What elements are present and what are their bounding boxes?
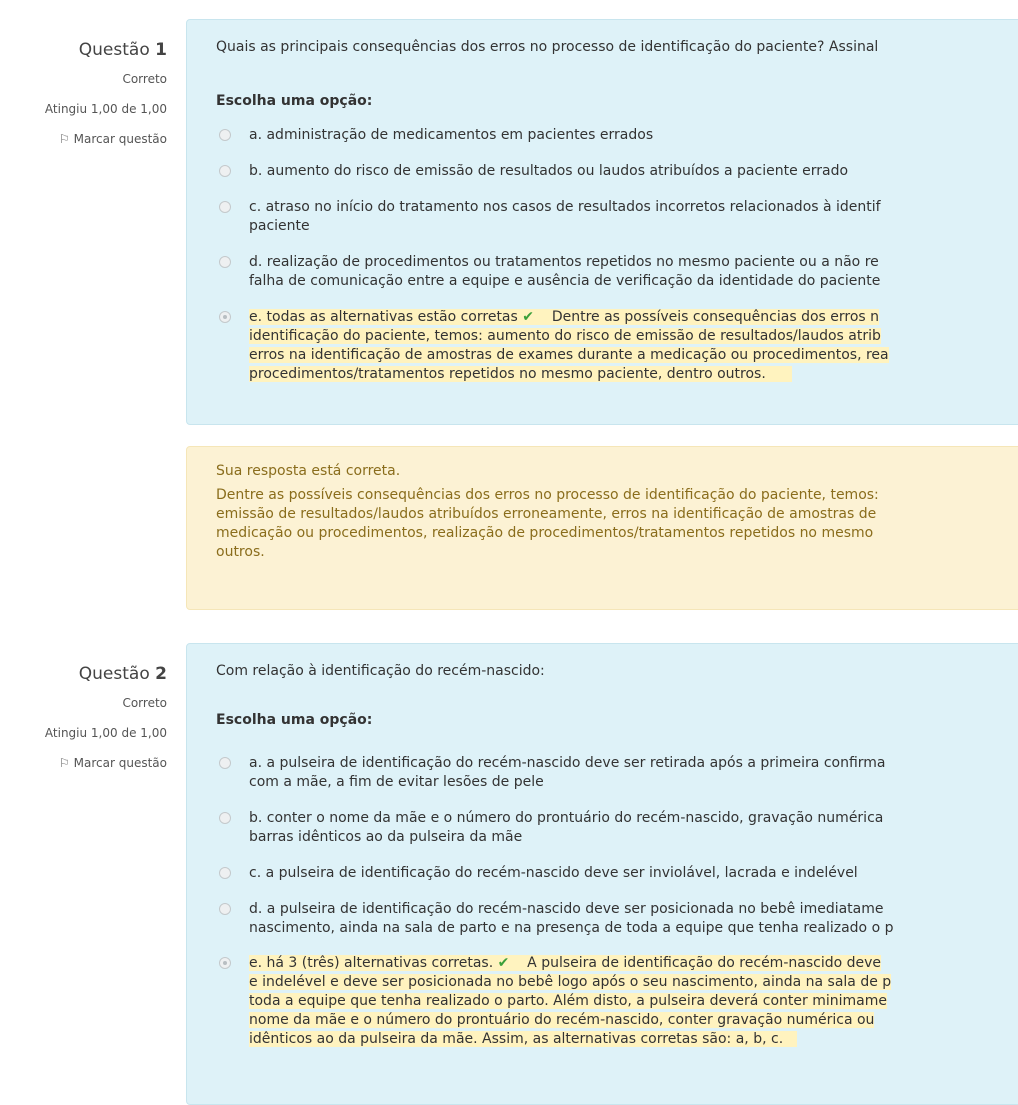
flag-icon: ⚐ [58,132,70,146]
radio-icon[interactable] [219,165,231,177]
inline-feedback: Dentre as possíveis consequências dos erros n [551,309,880,325]
flag-icon: ⚐ [58,756,70,770]
radio-icon[interactable] [219,903,231,915]
question-info-1 [0,40,167,146]
radio-icon[interactable] [219,757,231,769]
radio-icon[interactable] [219,256,231,268]
flag-question-link[interactable]: ⚐ Marcar questão [58,756,167,770]
question-text: Quais as principais consequências dos erros no processo de identificação do paciente? Assinal [216,39,879,55]
answer-prompt: Escolha uma opção: [216,712,373,728]
radio-icon[interactable] [219,311,231,323]
inline-feedback: A pulseira de identificação do recém-nascido deve [527,955,882,971]
question-state: Correto [122,72,167,86]
question-info-2 [0,664,167,770]
radio-icon[interactable] [219,129,231,141]
feedback-text: emissão de resultados/laudos atribuídos erroneamente, erros na identificação de amostras de [216,506,877,522]
feedback-text: Dentre as possíveis consequências dos erros no processo de identificação do paciente, temos: [216,487,879,503]
feedback-text: medicação ou procedimentos, realização de procedimentos/tratamentos repetidos no mesmo [216,525,874,541]
feedback-text: outros. [216,544,265,560]
question-number: Questão 2 [78,664,167,684]
answer-prompt: Escolha uma opção: [216,93,373,109]
question-grade: Atingiu 1,00 de 1,00 [44,102,167,116]
radio-icon[interactable] [219,812,231,824]
feedback-status: Sua resposta está correta. [216,463,401,479]
check-icon: ✔ [522,309,534,325]
question-text: Com relação à identificação do recém-nascido: [216,663,545,679]
question-feedback-1 [186,446,1018,610]
radio-icon[interactable] [219,867,231,879]
question-formulation-1: Quais as principais consequências dos erros no processo de identificação do paciente? Assinal Escolha uma opção: a. administração de medicamentos em pacientes errados b. aumento do risco de emissão de resultados ou laudos atribuídos a paciente errado c. atraso no início do tratamento nos casos de resultados incorretos relacionados à identif paciente d. realização de procedimentos ou tratamentos repetidos no mesmo paciente ou a não re falha de comunicação entre a equipe e ausência de verificação da identidade do paciente e. todas as alternativas estão corretas ✔ Dentre as possíveis consequências dos erros n identificação do paciente, temos: aumento do risco de emissão de resultados/laudos atrib erros na identificação de amostras de exames durante a medicação ou procedimentos, rea procedimentos/tratamentos repetidos no mesmo paciente, dentro outros. [186,19,1018,425]
question-state: Correto [122,696,167,710]
radio-icon[interactable] [219,957,231,969]
check-icon: ✔ [497,955,510,971]
radio-icon[interactable] [219,201,231,213]
question-formulation-2: Com relação à identificação do recém-nascido: Escolha uma opção: a. a pulseira de identificação do recém-nascido deve ser retirada após a primeira confirma com a mãe, a fim de evitar lesões de pele b. conter o nome da mãe e o número do prontuário do recém-nascido, gravação numérica barras idênticos ao da pulseira da mãe c. a pulseira de identificação do recém-nascido deve ser inviolável, lacrada e indelével d. a pulseira de identificação do recém-nascido deve ser posicionada no bebê imediatame nascimento, ainda na sala de parto e na presença de toda a equipe que tenha realizado o p e. há 3 (três) alternativas corretas. ✔ A pulseira de identificação do recém-nascido deve e indelével e deve ser posicionada no bebê logo após o seu nascimento, ainda na sala de p toda a equipe que tenha realizado o parto. Além disto, a pulseira deverá conter minimame nome da mãe e o número do prontuário do recém-nascido, conter gravação numérica ou idênticos ao da pulseira da mãe. Assim, as alternativas corretas são: a, b, c. [186,643,1018,1105]
question-number: Questão 1 [78,40,167,60]
question-grade: Atingiu 1,00 de 1,00 [44,726,167,740]
flag-question-link[interactable]: ⚐ Marcar questão [58,132,167,146]
